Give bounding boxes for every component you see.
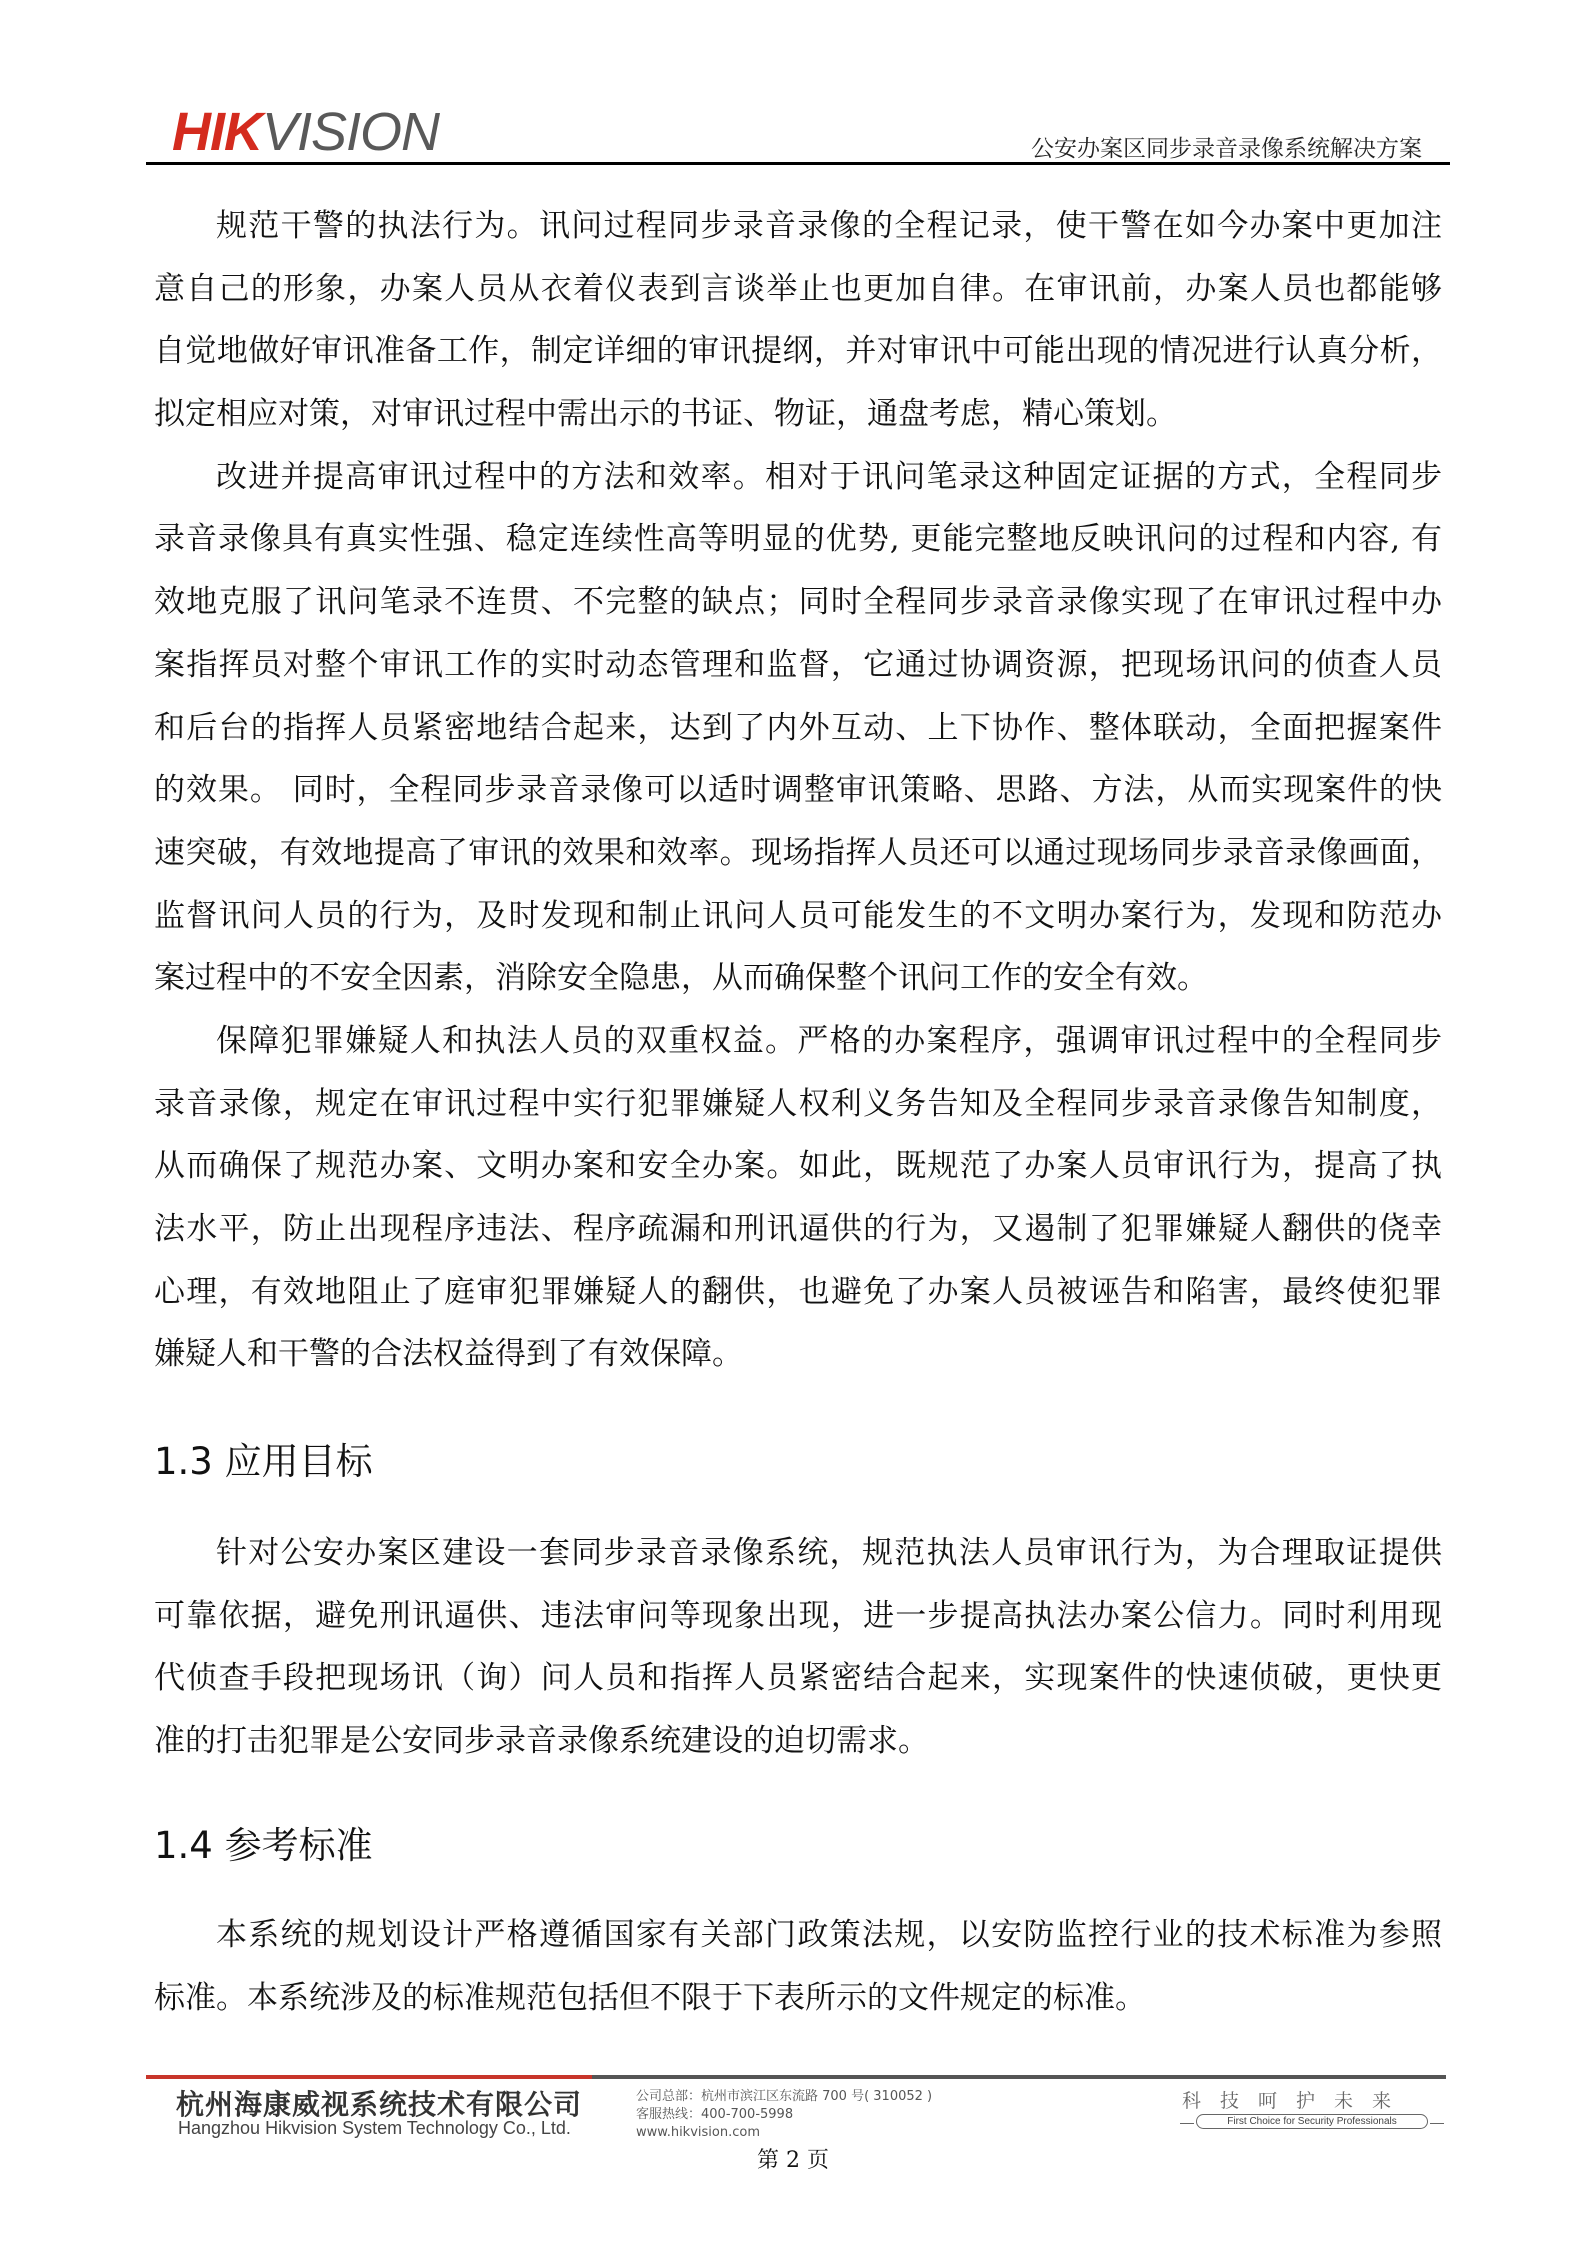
header-divider xyxy=(146,162,1450,165)
text-line: 嫌疑人和干警的合法权益得到了有效保障。 xyxy=(154,1336,743,1373)
paragraph-3 xyxy=(154,1010,1442,1386)
text-line: 从而确保了规范办案、文明办案和安全办案。如此，既规范了办案人员审讯行为，提高了执 xyxy=(154,1148,1442,1185)
paragraph-5 xyxy=(154,1904,1442,2029)
paragraph-4 xyxy=(154,1522,1442,1773)
text-line: 代侦查手段把现场讯（询）问人员和指挥人员紧密结合起来，实现案件的快速侦破，更快更 xyxy=(154,1660,1442,1697)
company-hotline: 客服热线：400-700-5998 xyxy=(636,2107,794,2122)
text-line: 心理，有效地阻止了庭审犯罪嫌疑人的翻供，也避免了办案人员被诬告和陷害，最终使犯罪 xyxy=(154,1273,1442,1310)
text-line: 法水平，防止出现程序违法、程序疏漏和刑讯逼供的行为，又遏制了犯罪嫌疑人翻供的侥幸 xyxy=(154,1211,1442,1247)
hikvision-logo xyxy=(172,104,439,160)
footer-divider-red xyxy=(146,2075,592,2079)
document-title: 公安办案区同步录音录像系统解决方案 xyxy=(1031,136,1422,162)
logo-hik: HIK xyxy=(172,102,262,162)
company-website: www.hikvision.com xyxy=(636,2125,760,2140)
text-line: 案指挥员对整个审讯工作的实时动态管理和监督，它通过协调资源，把现场讯问的侦查人员 xyxy=(154,646,1442,683)
text-line: 本系统的规划设计严格遵循国家有关部门政策法规，以安防监控行业的技术标准为参照 xyxy=(216,1916,1442,1953)
page-content xyxy=(154,195,1442,2029)
tagline-line-left xyxy=(1180,2123,1194,2124)
logo-vision: VISION xyxy=(262,102,440,162)
text-line: 监督讯问人员的行为，及时发现和制止讯问人员可能发生的不文明办案行为，发现和防范办 xyxy=(154,897,1442,934)
text-line: 保障犯罪嫌疑人和执法人员的双重权益。严格的办案程序，强调审讯过程中的全程同步 xyxy=(216,1022,1442,1059)
text-line: 录音录像，规定在审讯过程中实行犯罪嫌疑人权利义务告知及全程同步录音录像告知制度， xyxy=(154,1085,1442,1122)
text-line: 和后台的指挥人员紧密地结合起来，达到了内外互动、上下协作、整体联动，全面把握案件 xyxy=(154,709,1442,746)
paragraph-2 xyxy=(154,446,1442,1010)
text-line: 案过程中的不安全因素，消除安全隐患，从而确保整个讯问工作的安全有效。 xyxy=(154,960,1208,997)
text-line: 速突破，有效地提高了审讯的效果和效率。现场指挥人员还可以通过现场同步录音录像画面， xyxy=(154,834,1442,871)
text-line: 标准。本系统涉及的标准规范包括但不限于下表所示的文件规定的标准。 xyxy=(154,1979,1146,2016)
text-line: 意自己的形象，办案人员从衣着仪表到言谈举止也更加自律。在审讯前，办案人员也都能够 xyxy=(154,270,1442,307)
slogan: 科技呵护未来 xyxy=(1182,2090,1411,2112)
text-line: 针对公安办案区建设一套同步录音录像系统，规范执法人员审讯行为，为合理取证提供 xyxy=(216,1535,1442,1572)
text-line: 的效果。 同时，全程同步录音录像可以适时调整审讯策略、思路、方法，从而实现案件的快 xyxy=(154,772,1442,809)
page-number: 第 2 页 xyxy=(757,2148,829,2173)
text-line: 录音录像具有真实性强、稳定连续性高等明显的优势, 更能完整地反映讯问的过程和内容, 有 xyxy=(154,521,1442,558)
text-line: 拟定相应对策，对审讯过程中需出示的书证、物证，通盘考虑，精心策划。 xyxy=(154,396,1177,433)
text-line: 改进并提高审讯过程中的方法和效率。相对于讯问笔录这种固定证据的方式，全程同步 xyxy=(216,458,1442,495)
paragraph-1 xyxy=(154,195,1442,446)
company-contact xyxy=(636,2088,932,2142)
section-heading-1-3: 1.3 应用目标 xyxy=(154,1440,373,1484)
company-name-en: Hangzhou Hikvision System Technology Co., Ltd. xyxy=(178,2118,571,2138)
section-heading-1-4: 1.4 参考标准 xyxy=(154,1823,373,1867)
tagline-line-right xyxy=(1430,2123,1444,2124)
tagline: First Choice for Security Professionals xyxy=(1196,2114,1428,2129)
text-line: 可靠依据，避免刑讯逼供、违法审问等现象出现，进一步提高执法办案公信力。同时利用现 xyxy=(154,1597,1442,1634)
text-line: 准的打击犯罪是公安同步录音录像系统建设的迫切需求。 xyxy=(154,1723,929,1760)
footer-divider-gray xyxy=(592,2075,1446,2079)
text-line: 自觉地做好审讯准备工作，制定详细的审讯提纲，并对审讯中可能出现的情况进行认真分析， xyxy=(154,333,1442,370)
company-name-cn: 杭州海康威视系统技术有限公司 xyxy=(176,2088,583,2121)
text-line: 规范干警的执法行为。讯问过程同步录音录像的全程记录，使干警在如今办案中更加注 xyxy=(216,208,1442,244)
text-line: 效地克服了讯问笔录不连贯、不完整的缺点；同时全程同步录音录像实现了在审讯过程中办 xyxy=(154,584,1442,621)
company-address: 公司总部：杭州市滨江区东流路 700 号( 310052 ) xyxy=(636,2089,933,2104)
